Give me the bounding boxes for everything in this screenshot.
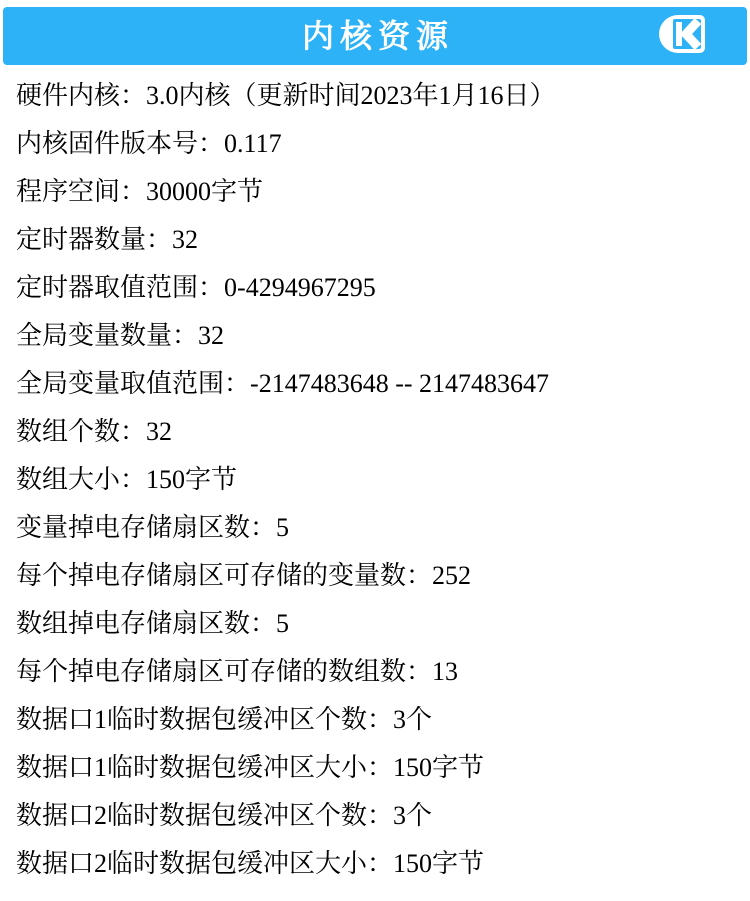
colon-separator: ：	[146, 225, 173, 254]
resource-row	[16, 216, 744, 264]
colon-separator: ：	[406, 657, 433, 686]
colon-separator: ：	[224, 369, 251, 398]
resource-label: 数组掉电存储扇区数	[16, 609, 251, 638]
resource-row	[16, 552, 744, 600]
colon-separator: ：	[120, 465, 147, 494]
resource-row	[16, 312, 744, 360]
colon-separator: ：	[406, 561, 433, 590]
resource-value: 252	[432, 561, 472, 590]
resource-row	[16, 696, 744, 744]
resource-value: 13	[432, 657, 459, 686]
resource-value: 32	[172, 225, 199, 254]
resource-row	[16, 456, 744, 504]
resource-row	[16, 120, 744, 168]
colon-separator: ：	[367, 705, 394, 734]
resource-label: 每个掉电存储扇区可存储的变量数	[16, 561, 407, 590]
resource-list	[16, 72, 744, 888]
resource-value: 32	[146, 417, 173, 446]
resource-value: 5	[276, 609, 290, 638]
resource-label: 程序空间	[16, 177, 121, 206]
colon-separator: ：	[250, 513, 277, 542]
colon-separator: ：	[198, 273, 225, 302]
resource-row	[16, 840, 744, 888]
resource-row	[16, 360, 744, 408]
resource-value: 150字节	[146, 465, 238, 494]
resource-label: 数据口2临时数据包缓冲区大小	[16, 849, 368, 878]
resource-row	[16, 648, 744, 696]
resource-value: 30000字节	[146, 177, 264, 206]
resource-value: 3.0内核（更新时间2023年1月16日）	[146, 81, 556, 110]
resource-row	[16, 168, 744, 216]
colon-separator: ：	[367, 849, 394, 878]
resource-row	[16, 264, 744, 312]
resource-value: -2147483648 -- 2147483647	[250, 369, 550, 398]
colon-separator: ：	[120, 177, 147, 206]
resource-label: 数据口1临时数据包缓冲区大小	[16, 753, 368, 782]
page-title: 内核资源	[301, 18, 454, 54]
colon-separator: ：	[367, 753, 394, 782]
resource-row	[16, 504, 744, 552]
resource-label: 数据口1临时数据包缓冲区个数	[16, 705, 368, 734]
resource-value: 0-4294967295	[224, 273, 376, 302]
colon-separator: ：	[120, 417, 147, 446]
colon-separator: ：	[198, 129, 225, 158]
resource-row	[16, 72, 744, 120]
resource-value: 0.117	[224, 129, 282, 158]
resource-label: 定时器数量	[16, 225, 147, 254]
resource-value: 5	[276, 513, 290, 542]
resource-label: 数组个数	[16, 417, 121, 446]
resource-row	[16, 744, 744, 792]
colon-separator: ：	[250, 609, 277, 638]
resource-row	[16, 792, 744, 840]
colon-separator: ：	[367, 801, 394, 830]
resource-value: 32	[198, 321, 225, 350]
k-logo-icon	[659, 15, 705, 53]
resource-label: 变量掉电存储扇区数	[16, 513, 251, 542]
resource-row	[16, 600, 744, 648]
resource-value: 3个	[393, 705, 433, 734]
resource-label: 全局变量取值范围	[16, 369, 225, 398]
resource-label: 定时器取值范围	[16, 273, 199, 302]
resource-label: 全局变量数量	[16, 321, 173, 350]
resource-value: 3个	[393, 801, 433, 830]
resource-row	[16, 408, 744, 456]
resource-value: 150字节	[393, 849, 485, 878]
resource-label: 数据口2临时数据包缓冲区个数	[16, 801, 368, 830]
resource-label: 数组大小	[16, 465, 121, 494]
resource-value: 150字节	[393, 753, 485, 782]
resource-label: 内核固件版本号	[16, 129, 199, 158]
resource-label: 硬件内核	[16, 81, 121, 110]
header-bar	[3, 7, 747, 65]
colon-separator: ：	[172, 321, 199, 350]
resource-label: 每个掉电存储扇区可存储的数组数	[16, 657, 407, 686]
colon-separator: ：	[120, 81, 147, 110]
